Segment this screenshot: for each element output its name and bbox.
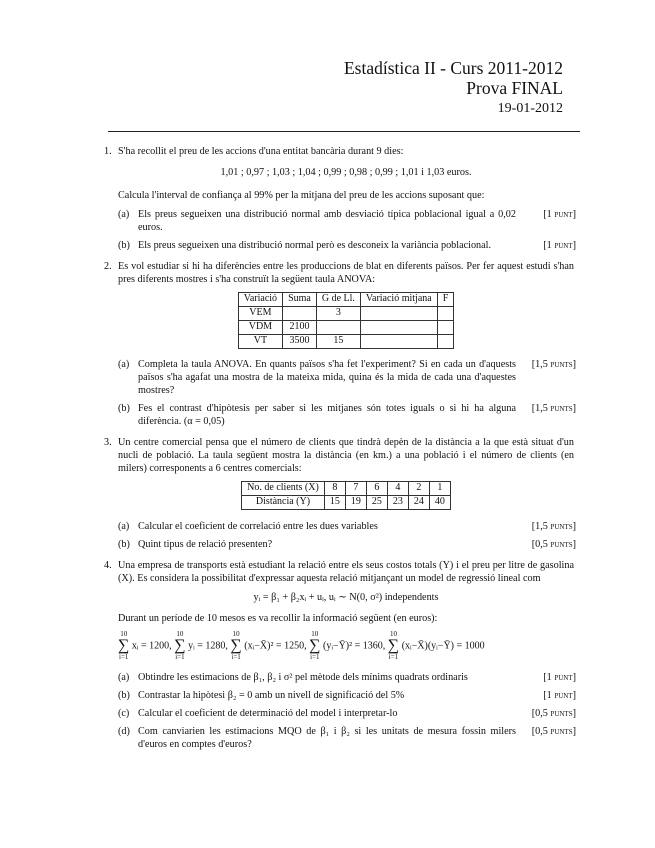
table-cell bbox=[437, 320, 454, 334]
sum-y: yᵢ = 1280, bbox=[188, 640, 228, 652]
table-cell bbox=[437, 334, 454, 348]
table-cell bbox=[437, 307, 454, 321]
table-row bbox=[242, 481, 451, 495]
sum-lower-limit: i=1 bbox=[310, 652, 320, 661]
sum-lower-limit: i=1 bbox=[119, 652, 129, 661]
table-header-cell: Suma bbox=[283, 293, 317, 307]
data-period: Durant un període de 10 mesos es va recollir la informació següent (en euros): bbox=[118, 612, 438, 624]
points-badge: [0,5 punts] bbox=[531, 725, 576, 737]
table-cell: 3 bbox=[316, 307, 360, 321]
subquestion-text: Com canviarien les estimacions MQO de β₁ i β₂ si les unitats de mesura fossin milers d'euros en comptes d'euros? bbox=[138, 725, 516, 750]
table-cell: 7 bbox=[345, 481, 366, 495]
question-intro: Es vol estudiar si hi ha diferències entre les produccions de blat en diferents països. Per fer aquest estudi s'han pres diferents mostres i s'ha construït la següent taula ANOVA: bbox=[118, 261, 574, 286]
points-badge: [1 punt] bbox=[543, 689, 576, 701]
subquestion-label: (a) bbox=[118, 358, 130, 370]
subquestion-label: (b) bbox=[118, 689, 130, 701]
table-cell: 23 bbox=[387, 495, 408, 509]
summation-data bbox=[118, 631, 574, 661]
sigma-icon: 10 ∑ i=1 bbox=[309, 629, 321, 661]
subquestion-label: (c) bbox=[118, 707, 130, 719]
sum-upper-limit: 10 bbox=[176, 629, 184, 638]
subquestion-text: Quint tipus de relació presenten? bbox=[138, 538, 273, 550]
table-cell: 25 bbox=[366, 495, 387, 509]
subquestion-4a bbox=[118, 671, 574, 684]
clients-distance-table bbox=[241, 481, 451, 510]
table-row bbox=[242, 495, 451, 509]
points-badge: [1 punt] bbox=[543, 671, 576, 683]
sum-lower-limit: i=1 bbox=[175, 652, 185, 661]
subquestion-label: (a) bbox=[118, 671, 130, 683]
table-header-cell: G de Ll. bbox=[316, 293, 360, 307]
subquestion-text: Calcular el coeficient de correlació entre les dues variables bbox=[138, 520, 378, 532]
table-cell: VDM bbox=[238, 320, 282, 334]
points-badge: [1,5 punts] bbox=[531, 358, 576, 370]
question-task: Calcula l'interval de confiança al 99% per la mitjana del preu de les accions suposant que: bbox=[118, 190, 485, 202]
sum-sq-y: (yᵢ−Ȳ)² = 1360, bbox=[322, 640, 386, 652]
subquestion-label: (a) bbox=[118, 520, 130, 532]
subquestion-text: Els preus segueixen una distribució normal però es desconeix la variància poblacional. bbox=[138, 240, 492, 252]
table-header-row bbox=[238, 293, 454, 307]
table-cell bbox=[360, 334, 437, 348]
sigma-icon: 10 ∑ i=1 bbox=[230, 629, 242, 661]
table-cell: 8 bbox=[324, 481, 345, 495]
table-header-cell: F bbox=[437, 293, 454, 307]
table-cell: 2 bbox=[408, 481, 429, 495]
question-intro: Un centre comercial pensa que el número de clients que tindrà depèn de la distància a la que està situat d'un nucli de població. La taula següent mostra la distància (en km.) a una població i el número de clients (en milers) corresponents a 6 centres comercials: bbox=[118, 436, 574, 474]
subquestion-label: (a) bbox=[118, 209, 130, 221]
points-badge: [0,5 punts] bbox=[531, 707, 576, 719]
question-3 bbox=[104, 436, 574, 551]
exam-body bbox=[104, 145, 574, 759]
table-cell: 15 bbox=[316, 334, 360, 348]
sum-sq-x: (xᵢ−X̄)² = 1250, bbox=[244, 640, 307, 652]
table-cell: 2100 bbox=[283, 320, 317, 334]
table-cell bbox=[360, 307, 437, 321]
regression-model: yᵢ = β₁ + β₂xᵢ + uᵢ, uᵢ ∼ N(0, σ²) independents bbox=[253, 591, 439, 603]
table-row bbox=[238, 334, 454, 348]
table-cell: 24 bbox=[408, 495, 429, 509]
subquestion-text: Contrastar la hipòtesi β₂ = 0 amb un nivell de significació del 5% bbox=[138, 689, 405, 701]
table-header-cell: Variació bbox=[238, 293, 282, 307]
table-cell: 3500 bbox=[283, 334, 317, 348]
subquestion-4d bbox=[118, 725, 574, 751]
question-number: 2. bbox=[104, 261, 112, 273]
subquestion-label: (b) bbox=[118, 402, 130, 414]
price-data: 1,01 ; 0,97 ; 1,03 ; 1,04 ; 0,99 ; 0,98 ; 0,99 ; 1,01 i 1,03 euros. bbox=[220, 167, 472, 179]
header-divider bbox=[108, 131, 580, 132]
table-cell: 15 bbox=[324, 495, 345, 509]
table-cell: 1 bbox=[429, 481, 450, 495]
table-cell: 6 bbox=[366, 481, 387, 495]
sum-lower-limit: i=1 bbox=[231, 652, 241, 661]
table-row bbox=[238, 307, 454, 321]
subquestion-1a bbox=[118, 208, 574, 234]
subquestion-text: Els preus segueixen una distribució normal amb desviació típica poblacional igual a 0,02 euros. bbox=[138, 209, 516, 234]
subquestion-3a bbox=[118, 520, 574, 533]
table-cell bbox=[360, 320, 437, 334]
question-intro: Una empresa de transports està estudiant la relació entre els seus costos totals (Y) i el preu per litre de gasolina (X). Es considera la possibilitat d'expressar aquesta relació mitjançant un model de regressió lineal com bbox=[118, 559, 574, 584]
subquestion-2b bbox=[118, 402, 574, 428]
sum-upper-limit: 10 bbox=[120, 629, 128, 638]
row-label: Distància (Y) bbox=[242, 495, 325, 509]
subquestion-label: (d) bbox=[118, 725, 130, 737]
sum-upper-limit: 10 bbox=[311, 629, 319, 638]
sigma-icon: 10 ∑ i=1 bbox=[118, 629, 130, 661]
sum-x: xᵢ = 1200, bbox=[131, 640, 172, 652]
subquestion-text: Obtindre les estimacions de β₁, β₂ i σ² pel mètode dels mínims quadrats ordinaris bbox=[138, 671, 468, 683]
question-1 bbox=[104, 145, 574, 252]
subquestion-2a bbox=[118, 358, 574, 397]
subquestion-4b bbox=[118, 689, 574, 702]
question-2 bbox=[104, 260, 574, 428]
subquestion-4c bbox=[118, 707, 574, 720]
table-cell bbox=[316, 320, 360, 334]
row-label: No. de clients (X) bbox=[242, 481, 325, 495]
anova-table bbox=[238, 292, 455, 348]
points-badge: [1 punt] bbox=[543, 240, 576, 252]
table-row bbox=[238, 320, 454, 334]
question-4 bbox=[104, 559, 574, 751]
subquestion-label: (b) bbox=[118, 538, 130, 550]
question-number: 3. bbox=[104, 436, 112, 448]
subquestion-label: (b) bbox=[118, 240, 130, 252]
subquestion-3b bbox=[118, 538, 574, 551]
subquestion-text: Fes el contrast d'hipòtesis per saber si les mitjanes són totes iguals o si hi ha alguna diferència. (α = 0,05) bbox=[138, 402, 516, 427]
points-badge: [1 punt] bbox=[543, 209, 576, 221]
table-cell: VEM bbox=[238, 307, 282, 321]
question-number: 4. bbox=[104, 559, 112, 571]
table-header-cell: Variació mitjana bbox=[360, 293, 437, 307]
exam-title: Estadística II - Curs 2011-2012 bbox=[343, 58, 563, 78]
points-badge: [0,5 punts] bbox=[531, 538, 576, 550]
sigma-icon: 10 ∑ i=1 bbox=[387, 629, 400, 661]
sum-cross: (xᵢ−X̄)(yᵢ−Ȳ) = 1000 bbox=[401, 640, 485, 652]
question-intro: S'ha recollit el preu de les accions d'una entitat bancària durant 9 dies: bbox=[118, 146, 404, 157]
exam-subtitle: Prova FINAL bbox=[466, 78, 563, 98]
sum-upper-limit: 10 bbox=[232, 629, 240, 638]
question-number: 1. bbox=[104, 146, 112, 157]
table-cell: VT bbox=[238, 334, 282, 348]
exam-date: 19-01-2012 bbox=[497, 101, 563, 116]
subquestion-text: Calcular el coeficient de determinació del model i interpretar-lo bbox=[138, 707, 398, 719]
sum-lower-limit: i=1 bbox=[388, 652, 399, 661]
points-badge: [1,5 punts] bbox=[531, 520, 576, 532]
table-cell: 19 bbox=[345, 495, 366, 509]
sum-upper-limit: 10 bbox=[389, 629, 397, 638]
table-cell: 4 bbox=[387, 481, 408, 495]
subquestion-1b bbox=[118, 239, 574, 252]
subquestion-text: Completa la taula ANOVA. En quants països s'ha fet l'experiment? Si en cada un d'aquests països s'ha agafat una mostra de la mateixa mida, quina és la mida de cada una d'aquestes mostres? bbox=[138, 358, 516, 396]
points-badge: [1,5 punts] bbox=[531, 402, 576, 414]
table-cell bbox=[283, 307, 317, 321]
table-cell: 40 bbox=[429, 495, 450, 509]
sigma-icon: 10 ∑ i=1 bbox=[174, 629, 186, 661]
